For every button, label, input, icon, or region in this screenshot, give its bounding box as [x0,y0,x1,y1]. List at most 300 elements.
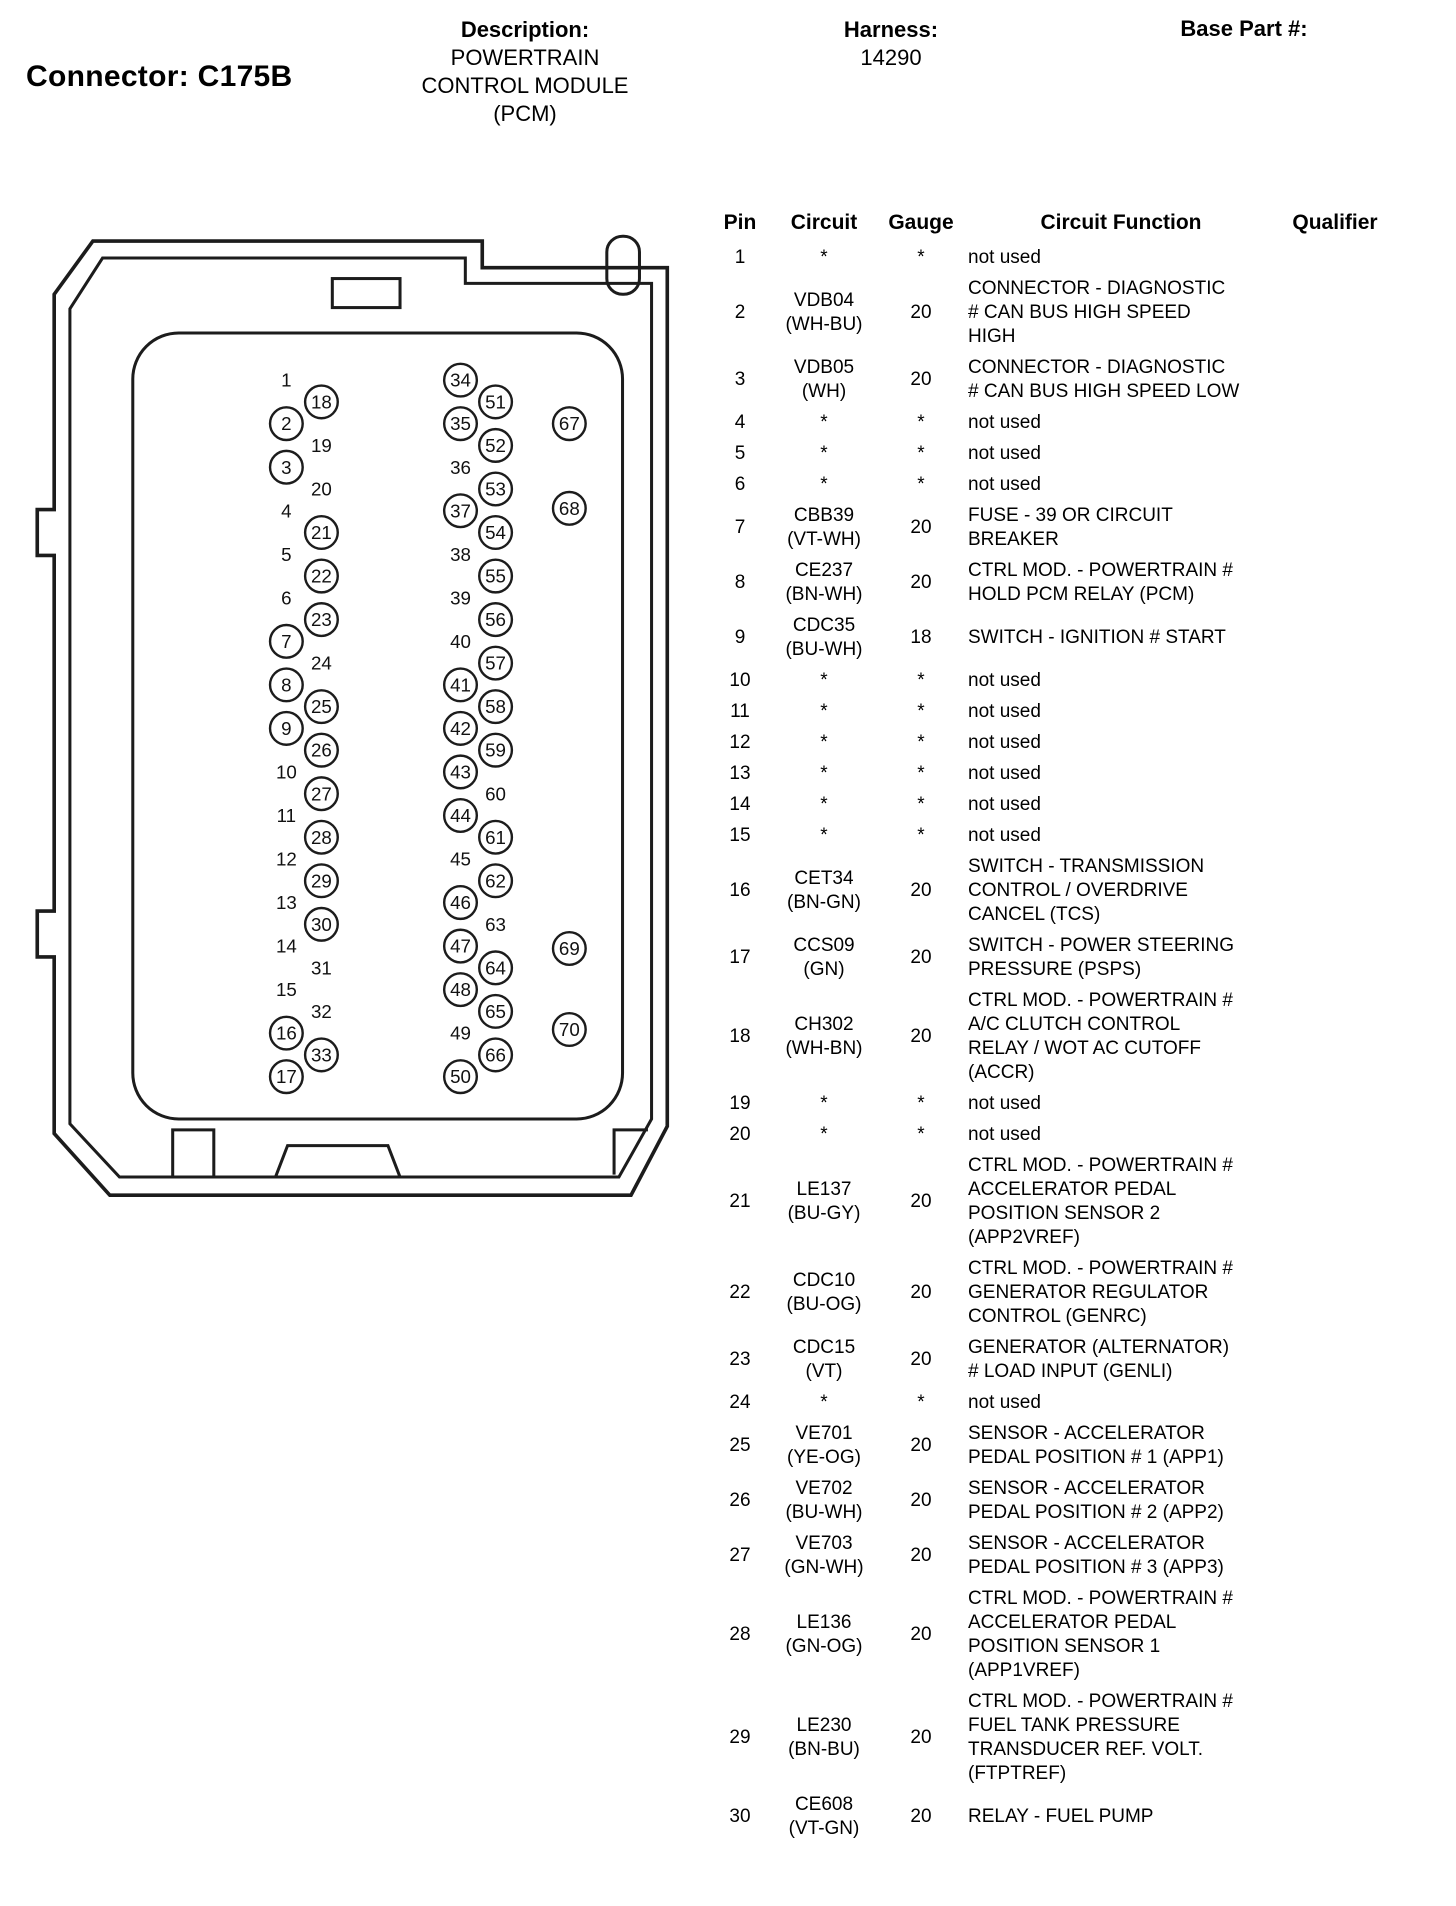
pin-number: 15 [729,824,751,846]
gauge-value: * [917,824,925,846]
function-line: GENERATOR REGULATOR [968,1281,1209,1303]
connector-diagram [30,226,683,1255]
circuit-id [768,1422,880,1470]
function-line: FUSE - 39 OR CIRCUIT [968,504,1173,526]
table-row-pin-9 [712,610,1456,665]
pin-21-number: 21 [311,522,332,544]
table-row-pin-20 [712,1119,1456,1150]
circuit-id [768,504,880,552]
circuit-function [962,626,1280,650]
gauge-value: * [917,473,925,495]
pin-17-number: 17 [275,1066,297,1088]
pin-52-number: 52 [485,435,506,457]
circuit-id [768,473,880,497]
pin-number: 8 [734,571,746,593]
circuit-line: (GN-WH) [784,1556,864,1578]
circuit-function [962,1391,1280,1415]
circuit-id [768,1336,880,1384]
pin-23-number: 23 [311,609,332,631]
function-line: not used [968,246,1041,268]
pin-number: 25 [729,1434,751,1456]
table-row-pin-13 [712,758,1456,789]
pin-38-number: 38 [450,543,471,565]
circuit-id [768,824,880,848]
bottom-wedge [275,1146,400,1177]
function-line: not used [968,762,1041,784]
gauge-value: 20 [910,1281,932,1303]
circuit-line: VDB04 [793,289,855,311]
function-line: CTRL MOD. - POWERTRAIN # [968,1257,1233,1279]
pin-number: 1 [734,246,746,268]
circuit-line: (BN-WH) [785,583,863,605]
function-line: # CAN BUS HIGH SPEED [968,301,1191,323]
table-row-pin-17 [712,930,1456,985]
function-line: not used [968,793,1041,815]
circuit-id [768,1178,880,1226]
pin-number: 9 [734,626,746,648]
column-header-pin: Pin [723,211,757,234]
table-row-pin-26 [712,1473,1456,1528]
function-line: CTRL MOD. - POWERTRAIN # [968,1154,1233,1176]
pin-30-number: 30 [311,913,332,935]
gauge-value: 20 [910,1190,932,1212]
circuit-line: VDB05 [793,356,855,378]
function-line: not used [968,1391,1041,1413]
function-line: not used [968,1092,1041,1114]
circuit-id [768,1123,880,1147]
pin-table-body [712,242,1456,1844]
function-line: ACCELERATOR PEDAL [968,1178,1177,1200]
pin-6-number: 6 [281,587,292,609]
circuit-function [962,442,1280,466]
pin-field [133,333,623,1119]
circuit-id [768,356,880,404]
gauge-value: 20 [910,301,932,323]
pin-36-number: 36 [450,456,471,478]
circuit-id [768,1391,880,1415]
function-line: not used [968,442,1041,464]
circuit-line: * [820,669,828,691]
pin-62-number: 62 [485,870,506,892]
circuit-id [768,793,880,817]
pin-45-number: 45 [450,848,471,870]
column-header-qualifier: Qualifier [1292,211,1378,234]
pin-35-number: 35 [450,413,471,435]
table-row-pin-29 [712,1686,1456,1789]
function-line: CTRL MOD. - POWERTRAIN # [968,1587,1233,1609]
table-row-pin-23 [712,1332,1456,1387]
circuit-line: (BU-GY) [787,1202,861,1224]
pin-64-number: 64 [485,957,506,979]
pin-63-number: 63 [485,913,506,935]
function-line: RELAY - FUEL PUMP [968,1805,1154,1827]
circuit-function [962,669,1280,693]
circuit-line: LE230 [796,1714,852,1736]
pin-number: 13 [729,762,751,784]
circuit-line: * [820,731,828,753]
circuit-function [962,1422,1280,1470]
table-row-pin-11 [712,696,1456,727]
circuit-function [962,731,1280,755]
function-line: SWITCH - POWER STEERING [968,934,1234,956]
table-row-pin-15 [712,820,1456,851]
pin-number: 23 [729,1348,751,1370]
gauge-value: 20 [910,1348,932,1370]
circuit-line: (YE-OG) [787,1446,861,1468]
circuit-line: * [820,1092,828,1114]
circuit-id [768,1092,880,1116]
pin-number: 7 [734,516,746,538]
function-line: SWITCH - IGNITION # START [968,626,1226,648]
keyhole-slot [607,236,640,294]
table-row-pin-8 [712,555,1456,610]
pin-34-number: 34 [450,369,471,391]
function-line: SWITCH - TRANSMISSION [968,855,1205,877]
circuit-line: (BU-WH) [785,1501,863,1523]
circuit-line: (VT-WH) [787,528,861,550]
function-line: CANCEL (TCS) [968,903,1101,925]
pin-44-number: 44 [450,805,471,827]
description-label: Description: [460,17,590,42]
function-line: PEDAL POSITION # 2 (APP2) [968,1501,1224,1523]
table-row-pin-24 [712,1387,1456,1418]
circuit-id [768,1611,880,1659]
circuit-function [962,1336,1280,1384]
pin-7-number: 7 [281,630,292,652]
circuit-function [962,793,1280,817]
pin-40-number: 40 [450,630,471,652]
pin-9-number: 9 [281,717,292,739]
circuit-function [962,1257,1280,1329]
circuit-line: * [820,473,828,495]
circuit-function [962,277,1280,349]
pin-number: 28 [729,1623,751,1645]
pin-25-number: 25 [311,696,332,718]
table-row-pin-18 [712,985,1456,1088]
description-block [378,16,672,128]
gauge-value: * [917,1092,925,1114]
circuit-function [962,824,1280,848]
table-row-pin-12 [712,727,1456,758]
circuit-line: CDC35 [792,614,856,636]
pin-11-number: 11 [276,805,297,827]
gauge-value: * [917,1123,925,1145]
circuit-line: * [820,824,828,846]
table-row-pin-22 [712,1253,1456,1332]
gauge-value: * [917,246,925,268]
circuit-line: CDC10 [792,1269,856,1291]
pin-number: 4 [734,411,746,433]
function-line: not used [968,731,1041,753]
function-line: RELAY / WOT AC CUTOFF [968,1037,1201,1059]
pin-56-number: 56 [485,609,506,631]
circuit-function [962,1690,1280,1786]
table-row-pin-14 [712,789,1456,820]
function-line: CONTROL / OVERDRIVE [968,879,1188,901]
function-line: BREAKER [968,528,1059,550]
pin-number: 14 [729,793,751,815]
function-line: CTRL MOD. - POWERTRAIN # [968,989,1233,1011]
circuit-line: (BN-BU) [788,1738,860,1760]
circuit-function [962,559,1280,607]
circuit-function [962,700,1280,724]
gauge-value: * [917,793,925,815]
pin-14-number: 14 [275,935,297,957]
table-row-pin-4 [712,407,1456,438]
circuit-id [768,1532,880,1580]
pin-33-number: 33 [311,1044,332,1066]
pin-39-number: 39 [450,587,471,609]
pin-26-number: 26 [311,739,332,761]
circuit-line: * [820,442,828,464]
description-value: POWERTRAIN CONTROL MODULE (PCM) [421,45,629,126]
pin-37-number: 37 [450,500,471,522]
column-header-gauge: Gauge [888,211,954,234]
pin-5-number: 5 [281,543,292,565]
table-row-pin-7 [712,500,1456,555]
function-line: A/C CLUTCH CONTROL [968,1013,1181,1035]
gauge-value: 20 [910,571,932,593]
column-header-circuit-function: Circuit Function [1040,211,1202,234]
circuit-id [768,1714,880,1762]
pin-70-number: 70 [558,1019,580,1041]
pin-20-number: 20 [311,478,332,500]
circuit-function [962,762,1280,786]
circuit-line: VE703 [795,1532,853,1554]
circuit-line: (VT) [805,1360,843,1382]
circuit-line: (BN-GN) [787,891,861,913]
pin-50-number: 50 [450,1066,471,1088]
pin-15-number: 15 [275,979,297,1001]
table-row-pin-10 [712,665,1456,696]
gauge-value: 20 [910,516,932,538]
pin-69-number: 69 [558,938,580,960]
harness-block [800,16,982,72]
table-row-pin-6 [712,469,1456,500]
pin-number: 29 [729,1726,751,1748]
circuit-id [768,559,880,607]
pin-53-number: 53 [485,478,506,500]
table-row-pin-19 [712,1088,1456,1119]
gauge-value: * [917,700,925,722]
pin-number: 11 [730,700,750,722]
function-line: PEDAL POSITION # 3 (APP3) [968,1556,1224,1578]
circuit-line: * [820,246,828,268]
pin-number: 24 [729,1391,751,1413]
circuit-function [962,1805,1280,1829]
function-line: (ACCR) [968,1061,1035,1083]
circuit-function [962,411,1280,435]
pin-8-number: 8 [281,674,292,696]
circuit-id [768,700,880,724]
pin-42-number: 42 [450,717,471,739]
table-row-pin-27 [712,1528,1456,1583]
function-line: CONNECTOR - DIAGNOSTIC [968,277,1226,299]
circuit-line: CE608 [794,1793,854,1815]
base-part-label: Base Part #: [1180,16,1308,41]
pin-3-number: 3 [281,456,292,478]
circuit-line: * [820,411,828,433]
pin-layer [270,364,586,1093]
circuit-id [768,411,880,435]
circuit-id [768,1793,880,1841]
function-line: CONTROL (GENRC) [968,1305,1147,1327]
pin-number: 3 [734,368,746,390]
circuit-line: CCS09 [793,934,855,956]
function-line: PRESSURE (PSPS) [968,958,1142,980]
pin-number: 17 [729,946,751,968]
pin-4-number: 4 [281,500,292,522]
pin-18-number: 18 [311,391,332,413]
circuit-line: (WH-BU) [785,313,863,335]
circuit-function [962,504,1280,552]
pin-31-number: 31 [311,957,332,979]
table-row-pin-30 [712,1789,1456,1844]
pin-number: 6 [734,473,746,495]
gauge-value: 20 [910,946,932,968]
function-line: POSITION SENSOR 1 [968,1635,1161,1657]
gauge-value: 20 [910,1623,932,1645]
pin-65-number: 65 [485,1000,506,1022]
function-line: CTRL MOD. - POWERTRAIN # [968,559,1233,581]
function-line: HIGH [968,325,1016,347]
circuit-line: LE137 [796,1178,852,1200]
circuit-function [962,1477,1280,1525]
pin-number: 21 [729,1190,751,1212]
pin-22-number: 22 [311,565,332,587]
circuit-id [768,669,880,693]
pin-29-number: 29 [311,870,332,892]
circuit-id [768,762,880,786]
gauge-value: 20 [910,1434,932,1456]
function-line: SENSOR - ACCELERATOR [968,1477,1205,1499]
pin-table [712,210,1456,1844]
pin-number: 16 [729,879,751,901]
circuit-line: * [820,1123,828,1145]
circuit-id [768,442,880,466]
column-header-circuit: Circuit [790,211,858,234]
pin-48-number: 48 [450,979,471,1001]
function-line: CONNECTOR - DIAGNOSTIC [968,356,1226,378]
circuit-line: (GN-OG) [785,1635,863,1657]
pin-28-number: 28 [311,826,332,848]
pin-47-number: 47 [450,935,471,957]
pin-number: 20 [729,1123,751,1145]
circuit-function [962,1532,1280,1580]
pin-49-number: 49 [450,1022,471,1044]
circuit-id [768,867,880,915]
pin-51-number: 51 [485,391,506,413]
pin-57-number: 57 [485,652,506,674]
pin-13-number: 13 [275,892,297,914]
function-line: not used [968,700,1041,722]
circuit-line: LE136 [796,1611,852,1633]
table-row-pin-28 [712,1583,1456,1686]
pin-12-number: 12 [275,848,297,870]
pin-number: 2 [734,301,746,323]
circuit-line: VE702 [795,1477,853,1499]
circuit-line: CET34 [794,867,854,889]
pin-43-number: 43 [450,761,471,783]
circuit-function [962,246,1280,270]
circuit-function [962,855,1280,927]
pin-24-number: 24 [311,652,332,674]
pin-number: 26 [729,1489,751,1511]
function-line: ACCELERATOR PEDAL [968,1611,1177,1633]
gauge-value: 20 [910,1726,932,1748]
gauge-value: * [917,1391,925,1413]
circuit-line: (BU-WH) [785,638,863,660]
pin-41-number: 41 [450,674,471,696]
circuit-line: CDC15 [792,1336,856,1358]
circuit-line: * [820,700,828,722]
circuit-function [962,1092,1280,1116]
function-line: PEDAL POSITION # 1 (APP1) [968,1446,1224,1468]
pin-19-number: 19 [311,435,332,457]
table-row-pin-25 [712,1418,1456,1473]
pin-10-number: 10 [275,761,297,783]
gauge-value: 20 [910,1025,932,1047]
circuit-id [768,731,880,755]
circuit-line: * [820,793,828,815]
circuit-line: * [820,762,828,784]
gauge-value: 20 [910,1805,932,1827]
function-line: SENSOR - ACCELERATOR [968,1532,1205,1554]
function-line: not used [968,1123,1041,1145]
connector-title: Connector: C175B [26,60,293,93]
pin-2-number: 2 [281,413,292,435]
bottom-boss-left [173,1130,214,1177]
pin-46-number: 46 [450,892,471,914]
harness-label: Harness: [843,17,939,42]
function-line: not used [968,411,1041,433]
circuit-function [962,1587,1280,1683]
table-row-pin-5 [712,438,1456,469]
function-line: POSITION SENSOR 2 [968,1202,1161,1224]
circuit-function [962,989,1280,1085]
pin-60-number: 60 [485,783,506,805]
circuit-line: CH302 [794,1013,854,1035]
circuit-function [962,1154,1280,1250]
circuit-line: CE237 [794,559,854,581]
circuit-id [768,1477,880,1525]
gauge-value: * [917,442,925,464]
function-line: GENERATOR (ALTERNATOR) [968,1336,1230,1358]
table-row-pin-2 [712,273,1456,352]
gauge-value: 20 [910,1544,932,1566]
function-line: # CAN BUS HIGH SPEED LOW [968,380,1240,402]
pin-61-number: 61 [485,826,506,848]
pin-number: 30 [729,1805,751,1827]
pin-number: 10 [729,669,751,691]
pin-16-number: 16 [275,1022,297,1044]
circuit-id [768,289,880,337]
circuit-line: (WH) [801,380,847,402]
circuit-line: (VT-GN) [788,1817,860,1839]
table-row-pin-16 [712,851,1456,930]
pin-number: 22 [729,1281,751,1303]
function-line: (APP1VREF) [968,1659,1080,1681]
pin-58-number: 58 [485,696,506,718]
pin-68-number: 68 [558,497,580,519]
function-line: HOLD PCM RELAY (PCM) [968,583,1195,605]
circuit-line: (GN) [803,958,845,980]
gauge-value: 20 [910,879,932,901]
pin-number: 12 [729,731,751,753]
pin-table-header [712,210,1456,236]
table-row-pin-1 [712,242,1456,273]
gauge-value: 20 [910,368,932,390]
